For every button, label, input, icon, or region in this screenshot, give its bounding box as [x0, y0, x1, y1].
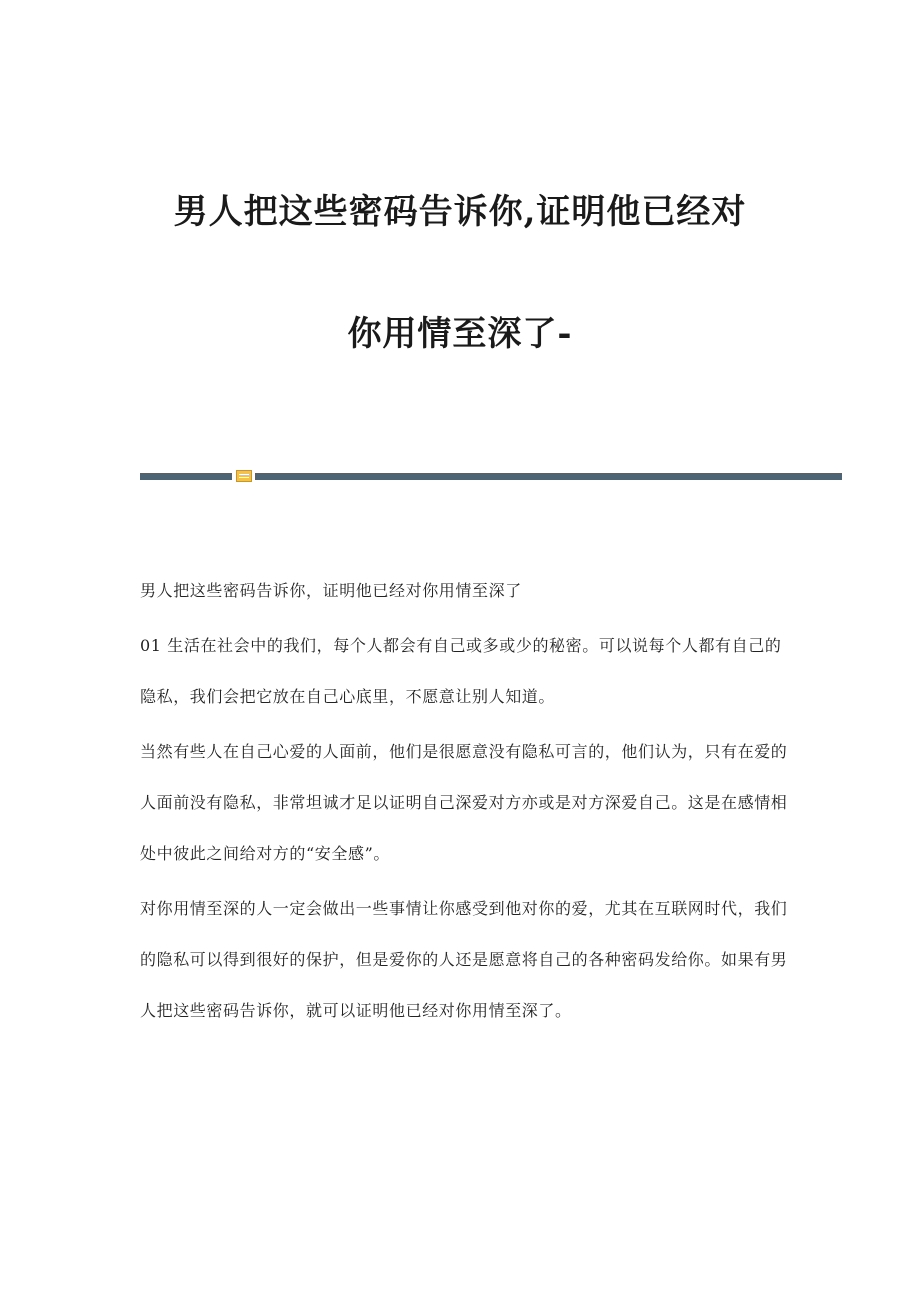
title-divider	[140, 470, 842, 482]
document-title-line-1: 男人把这些密码告诉你,证明他已经对	[173, 192, 747, 232]
divider-bar-right	[255, 473, 842, 480]
envelope-icon	[236, 470, 252, 482]
divider-bar-left	[140, 473, 232, 480]
paragraph: 01 生活在社会中的我们，每个人都会有自己或多或少的秘密。可以说每个人都有自己的隐私，我们会把它放在自己心底里，不愿意让别人知道。	[140, 636, 782, 706]
paragraph-subtitle: 男人把这些密码告诉你，证明他已经对你用情至深了	[140, 581, 522, 600]
article-body	[140, 565, 790, 1040]
paragraph: 当然有些人在自己心爱的人面前，他们是很愿意没有隐私可言的，他们认为，只有在爱的人面前没有隐私，非常坦诚才足以证明自己深爱对方亦或是对方深爱自己。这是在感情相处中彼此之间给对方的“安全感”。	[140, 742, 788, 863]
document-title-line-2: 你用情至深了-	[347, 314, 573, 354]
paragraph: 对你用情至深的人一定会做出一些事情让你感受到他对你的爱，尤其在互联网时代，我们的隐私可以得到很好的保护，但是爱你的人还是愿意将自己的各种密码发给你。如果有男人把这些密码告诉你，就可以证明他已经对你用情至深了。	[140, 899, 788, 1020]
